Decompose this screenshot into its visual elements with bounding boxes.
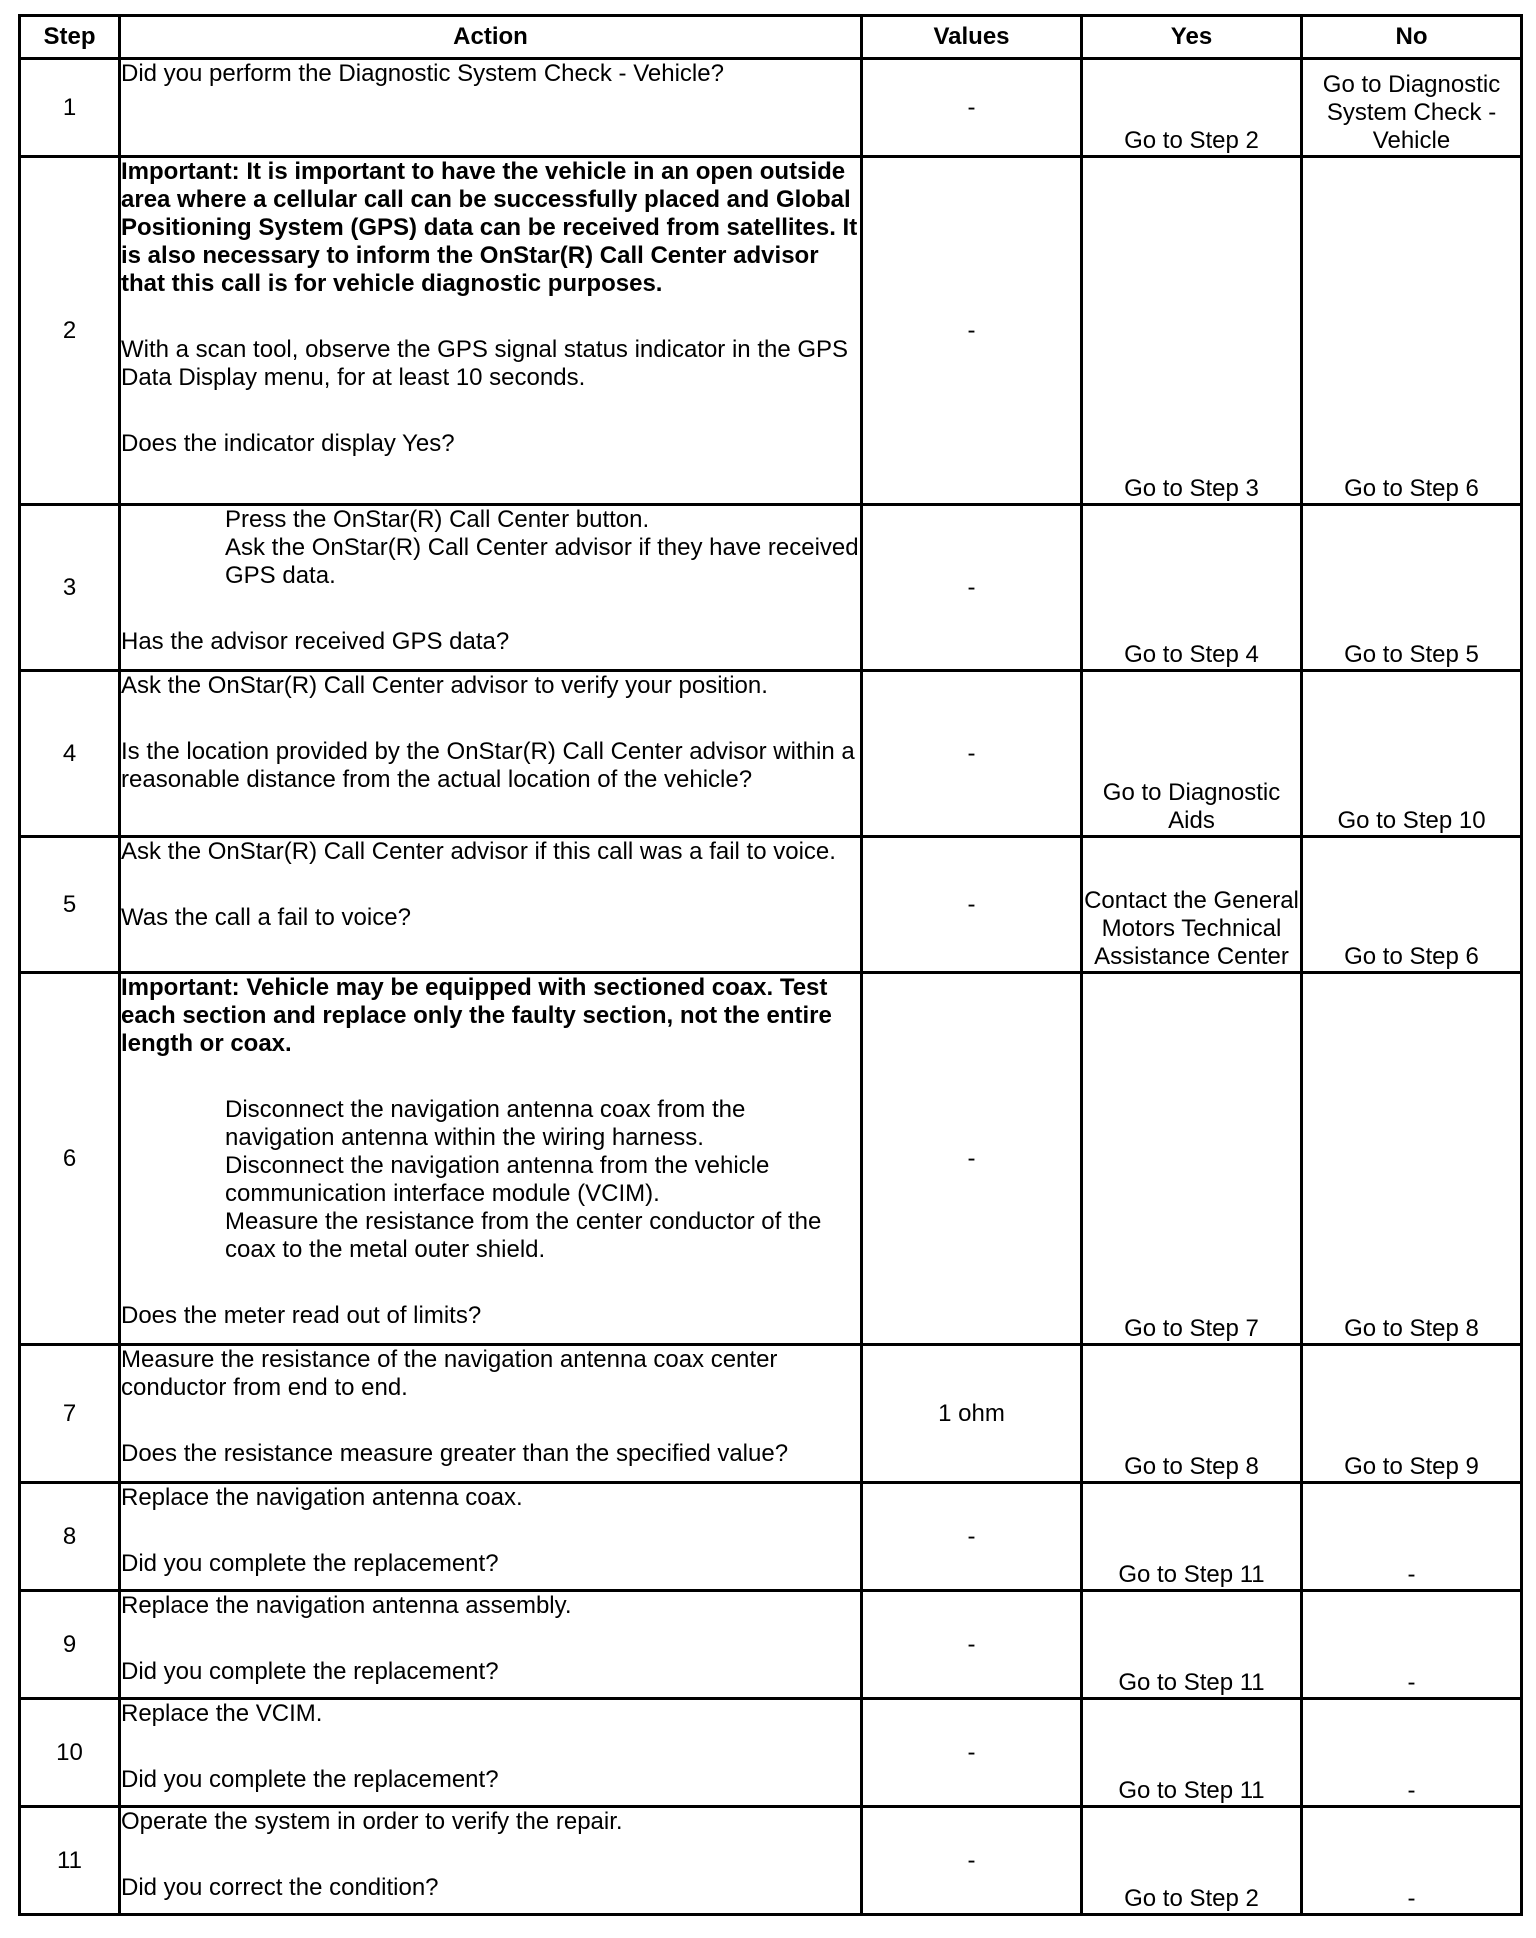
action-question: Did you correct the condition? xyxy=(121,1874,439,1901)
action-text: Measure the resistance of the navigation antenna coax center conductor from end to end. xyxy=(121,1346,778,1401)
table-row xyxy=(20,671,1522,837)
value-cell: - xyxy=(862,1807,1082,1915)
yes-result: Go to Step 11 xyxy=(1082,1591,1302,1699)
table-row xyxy=(20,1591,1522,1699)
action-question: Did you complete the replacement? xyxy=(121,1766,499,1793)
action-text: Ask the OnStar(R) Call Center advisor if this call was a fail to voice. xyxy=(121,838,836,865)
no-result: - xyxy=(1302,1807,1522,1915)
action-question: Does the meter read out of limits? xyxy=(121,1302,482,1329)
table-row xyxy=(20,1807,1522,1915)
action-text: Operate the system in order to verify the repair. xyxy=(121,1808,623,1835)
step-number: 5 xyxy=(20,837,120,973)
yes-result: Go to Step 7 xyxy=(1082,973,1302,1345)
action-cell xyxy=(120,1699,862,1807)
value-cell: - xyxy=(862,59,1082,157)
spacer xyxy=(121,590,860,628)
table-row xyxy=(20,1345,1522,1483)
header-no: No xyxy=(1302,16,1522,59)
yes-result: Go to Step 8 xyxy=(1082,1345,1302,1483)
header-values: Values xyxy=(862,16,1082,59)
yes-result: Go to Step 2 xyxy=(1082,59,1302,157)
action-question: Does the indicator display Yes? xyxy=(121,430,455,457)
action-substep: Measure the resistance from the center conductor of the coax to the metal outer shield. xyxy=(225,1208,822,1263)
header-action: Action xyxy=(120,16,862,59)
yes-result: Contact the General Motors Technical Assistance Center xyxy=(1082,837,1302,973)
action-cell xyxy=(120,1345,862,1483)
value-cell: - xyxy=(862,973,1082,1345)
spacer xyxy=(121,1728,860,1766)
table-row xyxy=(20,157,1522,505)
action-substep: Disconnect the navigation antenna coax from the navigation antenna within the wiring harness. xyxy=(225,1096,746,1151)
action-question: Has the advisor received GPS data? xyxy=(121,628,510,655)
value-cell: 1 ohm xyxy=(862,1345,1082,1483)
action-substep: Ask the OnStar(R) Call Center advisor if they have received GPS data. xyxy=(225,534,859,589)
yes-result: Go to Step 3 xyxy=(1082,157,1302,505)
header-row xyxy=(20,16,1522,59)
no-result: Go to Step 8 xyxy=(1302,973,1522,1345)
table-row xyxy=(20,505,1522,671)
yes-result: Go to Step 4 xyxy=(1082,505,1302,671)
step-number: 6 xyxy=(20,973,120,1345)
no-result: - xyxy=(1302,1483,1522,1591)
spacer xyxy=(121,1264,860,1302)
step-number: 2 xyxy=(20,157,120,505)
action-cell xyxy=(120,1591,862,1699)
spacer xyxy=(121,298,860,336)
yes-result: Go to Step 11 xyxy=(1082,1483,1302,1591)
table-row xyxy=(20,1699,1522,1807)
important-note: Important: Vehicle may be equipped with sectioned coax. Test each section and replace only the faulty section, not the entire length or coax. xyxy=(121,974,832,1057)
action-cell xyxy=(120,157,862,505)
spacer xyxy=(121,1512,860,1550)
action-question: Was the call a fail to voice? xyxy=(121,904,411,931)
action-cell xyxy=(120,837,862,973)
step-number: 3 xyxy=(20,505,120,671)
spacer xyxy=(121,1402,860,1440)
action-text: Ask the OnStar(R) Call Center advisor to verify your position. xyxy=(121,672,768,699)
action-question: Does the resistance measure greater than the specified value? xyxy=(121,1440,789,1467)
action-cell xyxy=(120,973,862,1345)
action-cell xyxy=(120,505,862,671)
spacer xyxy=(121,866,860,904)
value-cell: - xyxy=(862,157,1082,505)
yes-result: Go to Step 11 xyxy=(1082,1699,1302,1807)
action-text: Did you perform the Diagnostic System Check - Vehicle? xyxy=(121,60,724,87)
action-text: Replace the navigation antenna assembly. xyxy=(121,1592,572,1619)
header-yes: Yes xyxy=(1082,16,1302,59)
no-result: Go to Step 9 xyxy=(1302,1345,1522,1483)
no-result: Go to Diagnostic System Check - Vehicle xyxy=(1302,59,1522,157)
spacer xyxy=(121,1620,860,1658)
value-cell: - xyxy=(862,1699,1082,1807)
action-text: Replace the navigation antenna coax. xyxy=(121,1484,523,1511)
diagnostic-table xyxy=(18,14,1523,1916)
spacer xyxy=(121,392,860,430)
table-row xyxy=(20,837,1522,973)
action-question: Did you complete the replacement? xyxy=(121,1550,499,1577)
step-number: 9 xyxy=(20,1591,120,1699)
action-cell xyxy=(120,1483,862,1591)
spacer xyxy=(121,700,860,738)
value-cell: - xyxy=(862,671,1082,837)
value-cell: - xyxy=(862,1483,1082,1591)
no-result: Go to Step 6 xyxy=(1302,157,1522,505)
value-cell: - xyxy=(862,837,1082,973)
step-number: 7 xyxy=(20,1345,120,1483)
action-text: With a scan tool, observe the GPS signal status indicator in the GPS Data Display menu, for at least 10 seconds. xyxy=(121,336,849,391)
step-number: 4 xyxy=(20,671,120,837)
spacer xyxy=(121,1836,860,1874)
table-row xyxy=(20,973,1522,1345)
action-cell xyxy=(120,59,862,157)
spacer xyxy=(121,1058,860,1096)
step-number: 1 xyxy=(20,59,120,157)
important-note: Important: It is important to have the vehicle in an open outside area where a cellular call can be successfully placed and Global Positioning System (GPS) data can be received from satellites. It is also necessary to inform the OnStar(R) Call Center advisor that this call is for vehicle diagnostic purposes. xyxy=(121,158,858,297)
action-substep: Press the OnStar(R) Call Center button. xyxy=(225,506,650,533)
table-row xyxy=(20,1483,1522,1591)
value-cell: - xyxy=(862,1591,1082,1699)
action-question: Is the location provided by the OnStar(R) Call Center advisor within a reasonable distance from the actual location of the vehicle? xyxy=(121,738,855,793)
no-result: - xyxy=(1302,1699,1522,1807)
no-result: - xyxy=(1302,1591,1522,1699)
action-cell xyxy=(120,1807,862,1915)
yes-result: Go to Step 2 xyxy=(1082,1807,1302,1915)
action-substep: Disconnect the navigation antenna from the vehicle communication interface module (VCIM). xyxy=(225,1152,770,1207)
action-text: Replace the VCIM. xyxy=(121,1700,323,1727)
header-step: Step xyxy=(20,16,120,59)
step-number: 10 xyxy=(20,1699,120,1807)
action-cell xyxy=(120,671,862,837)
no-result: Go to Step 6 xyxy=(1302,837,1522,973)
table-row xyxy=(20,59,1522,157)
yes-result: Go to Diagnostic Aids xyxy=(1082,671,1302,837)
action-question: Did you complete the replacement? xyxy=(121,1658,499,1685)
step-number: 11 xyxy=(20,1807,120,1915)
value-cell: - xyxy=(862,505,1082,671)
no-result: Go to Step 5 xyxy=(1302,505,1522,671)
no-result: Go to Step 10 xyxy=(1302,671,1522,837)
step-number: 8 xyxy=(20,1483,120,1591)
